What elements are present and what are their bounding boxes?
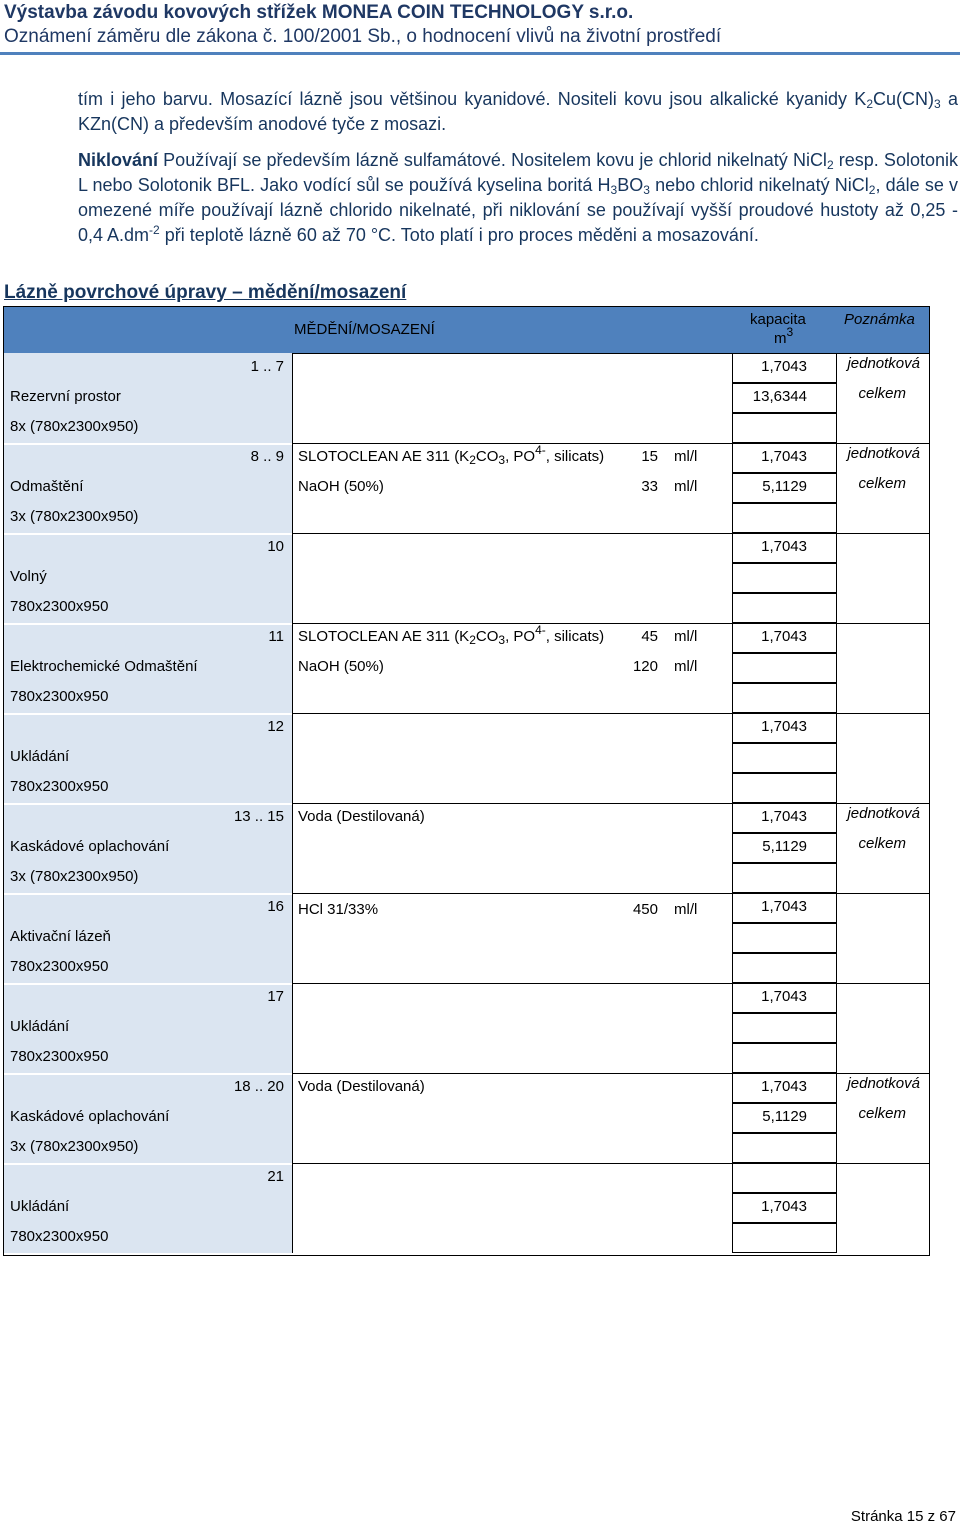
header-divider [0,52,960,55]
document-title: Výstavba závodu kovových střížek MONEA COIN TECHNOLOGY s.r.o. [4,2,634,23]
superscript: -2 [149,223,160,237]
row-body [292,713,732,803]
superscript: 4- [535,623,546,637]
row-body [292,1163,732,1253]
row-size: 780x2300x950 [10,598,109,615]
note-cell [837,683,929,713]
chemical-name: Voda (Destilovaná) [298,808,425,825]
capacity-value: 1,7043 [761,538,807,555]
capacity-cell [732,593,837,623]
paragraph-text: resp. Solotonik L nebo Solotonik BFL. Jako vodící sůl se používá kyselina boritá H [78,150,958,195]
paragraph-niklovani [78,148,958,248]
capacity-cell [732,863,837,893]
chemical-unit: ml/l [674,628,698,645]
capacity-cell [732,653,837,683]
chemical-name [298,623,605,647]
chemical-name: Voda (Destilovaná) [298,1078,425,1095]
capacity-cell [732,1163,837,1193]
capacity-cell [732,1133,837,1163]
note-cell [837,1193,929,1223]
row-position: 21 [267,1168,284,1185]
row-size: 780x2300x950 [10,958,109,975]
row-body [292,533,732,623]
chemical-unit: ml/l [674,901,698,918]
chemical-unit: ml/l [674,478,698,495]
chemical-text: m [774,330,787,347]
row-name: Kaskádové oplachování [10,1108,170,1125]
note-text: celkem [858,835,906,852]
note-cell [837,983,929,1013]
subscript: 3 [610,183,618,197]
process-table [3,306,930,1256]
note-cell [837,1223,929,1253]
header-capacity: kapacita [750,311,806,328]
paragraph-text: Cu(CN) [873,89,934,109]
capacity-cell [732,923,837,953]
chemical-text: , silicats) [545,448,605,465]
chemical-name: NaOH (50%) [298,478,384,495]
note-text: jednotková [847,355,920,372]
chemical-name: HCl 31/33% [298,901,379,918]
row-position: 13 .. 15 [233,808,284,825]
note-cell [837,1133,929,1163]
paragraph-text: , dále se v omezené míře používají lázně chlorido nikelnaté, při niklování se používají vyšší proudové hustoty až 0,25 - 0,4 A.dm [78,175,959,245]
chemical-text: , PO [505,448,536,465]
subscript: 2 [469,633,476,647]
subscript: 2 [826,158,834,172]
header-capacity-unit [774,325,794,347]
note-text: celkem [858,385,906,402]
subscript: 3 [934,97,941,111]
row-name: Ukládání [10,1018,70,1035]
note-text: celkem [858,475,906,492]
note-cell [837,413,929,443]
row-name: Rezervní prostor [10,388,121,405]
note-cell [837,533,929,563]
row-name: Ukládání [10,1198,70,1215]
row-size: 3x (780x2300x950) [10,868,139,885]
row-position: 16 [267,898,284,915]
row-position: 10 [267,538,284,555]
row-size: 3x (780x2300x950) [10,1138,139,1155]
document-subtitle: Oznámení záměru dle zákona č. 100/2001 Sb., o hodnocení vlivů na životní prostředí [4,26,722,47]
note-cell [837,503,929,533]
page-number: Stránka 15 z 67 [850,1508,956,1525]
note-cell [837,923,929,953]
subscript: 3 [498,453,506,467]
row-size: 3x (780x2300x950) [10,508,139,525]
note-cell [837,623,929,653]
paragraph-heading: Niklování [78,150,159,170]
row-position: 17 [267,988,284,1005]
subscript: 3 [643,183,650,197]
note-cell [837,1163,929,1193]
capacity-value: 1,7043 [761,628,807,645]
chemical-quantity: 450 [632,901,658,918]
chemical-unit: ml/l [674,658,698,675]
capacity-value: 13,6344 [752,388,807,405]
row-size: 780x2300x950 [10,1228,109,1245]
chemical-text: SLOTOCLEAN AE 311 (K [298,448,470,465]
chemical-text: CO [475,448,499,465]
note-text: jednotková [847,445,920,462]
capacity-value: 1,7043 [761,808,807,825]
capacity-cell [732,503,837,533]
note-cell [837,953,929,983]
capacity-value: 1,7043 [761,1198,807,1215]
row-body [292,353,732,443]
row-position: 12 [267,718,284,735]
capacity-value: 5,1129 [762,1108,807,1125]
paragraph-text: Používají se především lázně sulfamátové. Nositelem kovu je chlorid nikelnatý NiCl [158,150,827,170]
note-cell [837,593,929,623]
note-cell [837,1013,929,1043]
chemical-quantity: 33 [641,478,658,495]
paragraph-text: a KZn(CN) a především anodové tyče z mosazi. [78,89,958,134]
capacity-cell [732,1043,837,1073]
chemical-text: SLOTOCLEAN AE 311 (K [298,628,470,645]
note-text: jednotková [847,805,920,822]
row-size: 780x2300x950 [10,778,109,795]
row-name: Aktivační lázeň [10,928,111,945]
capacity-value: 1,7043 [761,358,807,375]
paragraph-text: nebo chlorid nikelnatý NiCl [649,175,869,195]
row-size: 780x2300x950 [10,688,109,705]
note-cell [837,713,929,743]
chemical-text: , PO [505,628,536,645]
section-title: Lázně povrchové úpravy – mědění/mosazení [4,282,407,303]
chemical-quantity: 120 [632,658,658,675]
chemical-text: CO [475,628,499,645]
row-name: Odmaštění [10,478,84,495]
capacity-value: 1,7043 [761,898,807,915]
superscript: 4- [535,443,546,457]
capacity-cell [732,413,837,443]
header-white-gap [4,307,292,353]
paragraph-text: BO [617,175,644,195]
subscript: 2 [868,183,876,197]
note-cell [837,893,929,923]
table-bottom [4,1253,929,1255]
row-position: 1 .. 7 [250,358,284,375]
capacity-cell [732,683,837,713]
row-name: Ukládání [10,748,70,765]
subscript: 2 [866,97,873,111]
note-text: celkem [858,1105,906,1122]
note-cell [837,1043,929,1073]
row-name: Elektrochemické Odmaštění [10,658,198,675]
row-name: Kaskádové oplachování [10,838,170,855]
chemical-text: , silicats) [545,628,605,645]
row-position: 18 .. 20 [233,1078,284,1095]
capacity-cell [732,743,837,773]
capacity-value: 1,7043 [761,718,807,735]
capacity-cell [732,773,837,803]
chemical-name [298,443,605,467]
row-position: 11 [268,628,284,645]
note-text: jednotková [847,1075,920,1092]
row-name: Volný [10,568,47,585]
capacity-cell [732,953,837,983]
capacity-value: 1,7043 [761,448,807,465]
note-cell [837,653,929,683]
note-cell [837,563,929,593]
capacity-value: 1,7043 [761,1078,807,1095]
capacity-cell [732,563,837,593]
superscript: 3 [786,325,794,339]
subscript: 2 [469,453,476,467]
paragraph-mosazeni [78,87,958,137]
capacity-value: 1,7043 [761,988,807,1005]
capacity-value: 5,1129 [762,838,807,855]
capacity-cell [732,1223,837,1253]
note-cell [837,743,929,773]
row-size: 8x (780x2300x950) [10,418,139,435]
paragraph-text: tím i jeho barvu. Mosazící lázně jsou většinou kyanidové. Nositeli kovu jsou alkalické kyanidy K [78,89,867,109]
header-note: Poznámka [844,311,915,328]
row-body [292,983,732,1073]
header-process: MĚDĚNÍ/MOSAZENÍ [294,321,435,338]
chemical-name: NaOH (50%) [298,658,384,675]
note-cell [837,773,929,803]
chemical-quantity: 15 [641,448,658,465]
paragraph-text: při teplotě lázně 60 až 70 °C. Toto platí i pro proces měděni a mosazování. [159,225,759,245]
row-position: 8 .. 9 [250,448,284,465]
row-size: 780x2300x950 [10,1048,109,1065]
capacity-cell [732,1013,837,1043]
note-cell [837,863,929,893]
chemical-unit: ml/l [674,448,698,465]
capacity-value: 5,1129 [762,478,807,495]
subscript: 3 [498,633,506,647]
chemical-quantity: 45 [641,628,658,645]
